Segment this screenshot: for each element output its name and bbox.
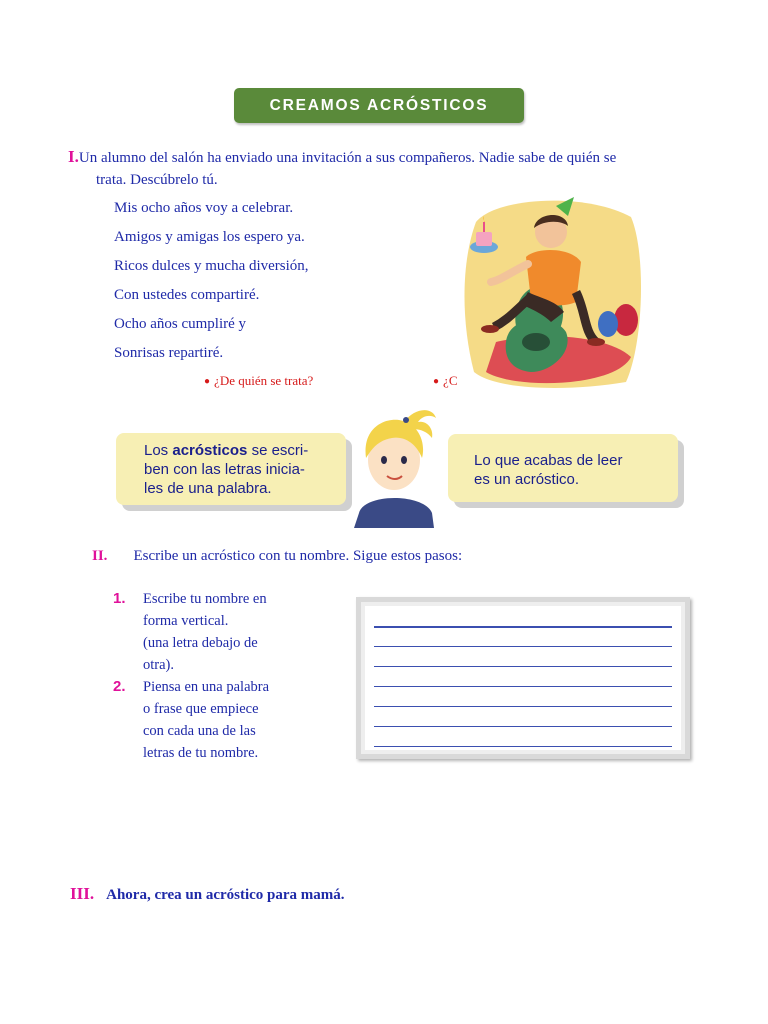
section-2-numeral: II. [92,548,108,564]
writing-line[interactable] [374,726,672,727]
poem-line-1: Mis ocho años voy a celebrar. [114,200,294,216]
page-title: CREAMOS ACRÓSTICOS [269,96,489,114]
title-banner [234,88,524,123]
writing-line[interactable] [374,646,672,647]
question-2: ● ¿C [433,373,458,388]
section-1-intro-line2: trata. Descúbrelo tú. [96,172,218,188]
writing-line[interactable] [374,686,672,687]
poem-line-2: Amigos y amigas los espero ya. [114,229,305,245]
writing-line[interactable] [374,706,672,707]
definition-bubble: Los acrósticos se escri- ben con las letras inicia- les de una palabra. [116,433,346,505]
poem-line-4: Con ustedes compartiré. [114,287,260,303]
writing-line[interactable] [374,666,672,667]
section-3 [70,884,345,904]
acrosticos-keyword: acrósticos [172,442,248,459]
step-1-text: Escribe tu nombre en forma vertical. (una letra debajo de otra). [143,591,267,673]
poem-line-3: Ricos dulces y mucha diversión, [114,258,309,274]
bullet-icon: ● [204,376,211,387]
poem-line-5: Ocho años cumpliré y [114,316,247,332]
poem-line-6: Sonrisas repartiré. [114,345,224,361]
writing-line[interactable] [374,746,672,747]
boy-birthday-illustration [456,192,646,392]
section-1-numeral: I. [68,147,79,166]
section-3-numeral: III. [70,884,95,903]
step-2-number: 2. [113,678,126,695]
step-1-number: 1. [113,590,126,607]
bullet-icon: ● [433,376,440,387]
section-3-instruction: Ahora, crea un acróstico para mamá. [106,887,345,903]
writing-line[interactable] [374,626,672,628]
section-1-intro [68,146,708,191]
girl-illustration [344,398,444,528]
section-2-instruction: Escribe un acróstico con tu nombre. Sigue estos pasos: [133,548,463,564]
writing-box[interactable] [356,597,690,759]
question-1: ● ¿De quién se trata? [204,373,314,388]
explanation-bubble: Lo que acabas de leer es un acróstico. [448,434,678,502]
section-2-heading [92,545,462,567]
step-2-text: Piensa en una palabra o frase que empiece con cada una de las letras de tu nombre. [143,679,270,761]
section-1-intro-line1: Un alumno del salón ha enviado una invitación a sus compañeros. Nadie sabe de quién se [78,150,617,166]
